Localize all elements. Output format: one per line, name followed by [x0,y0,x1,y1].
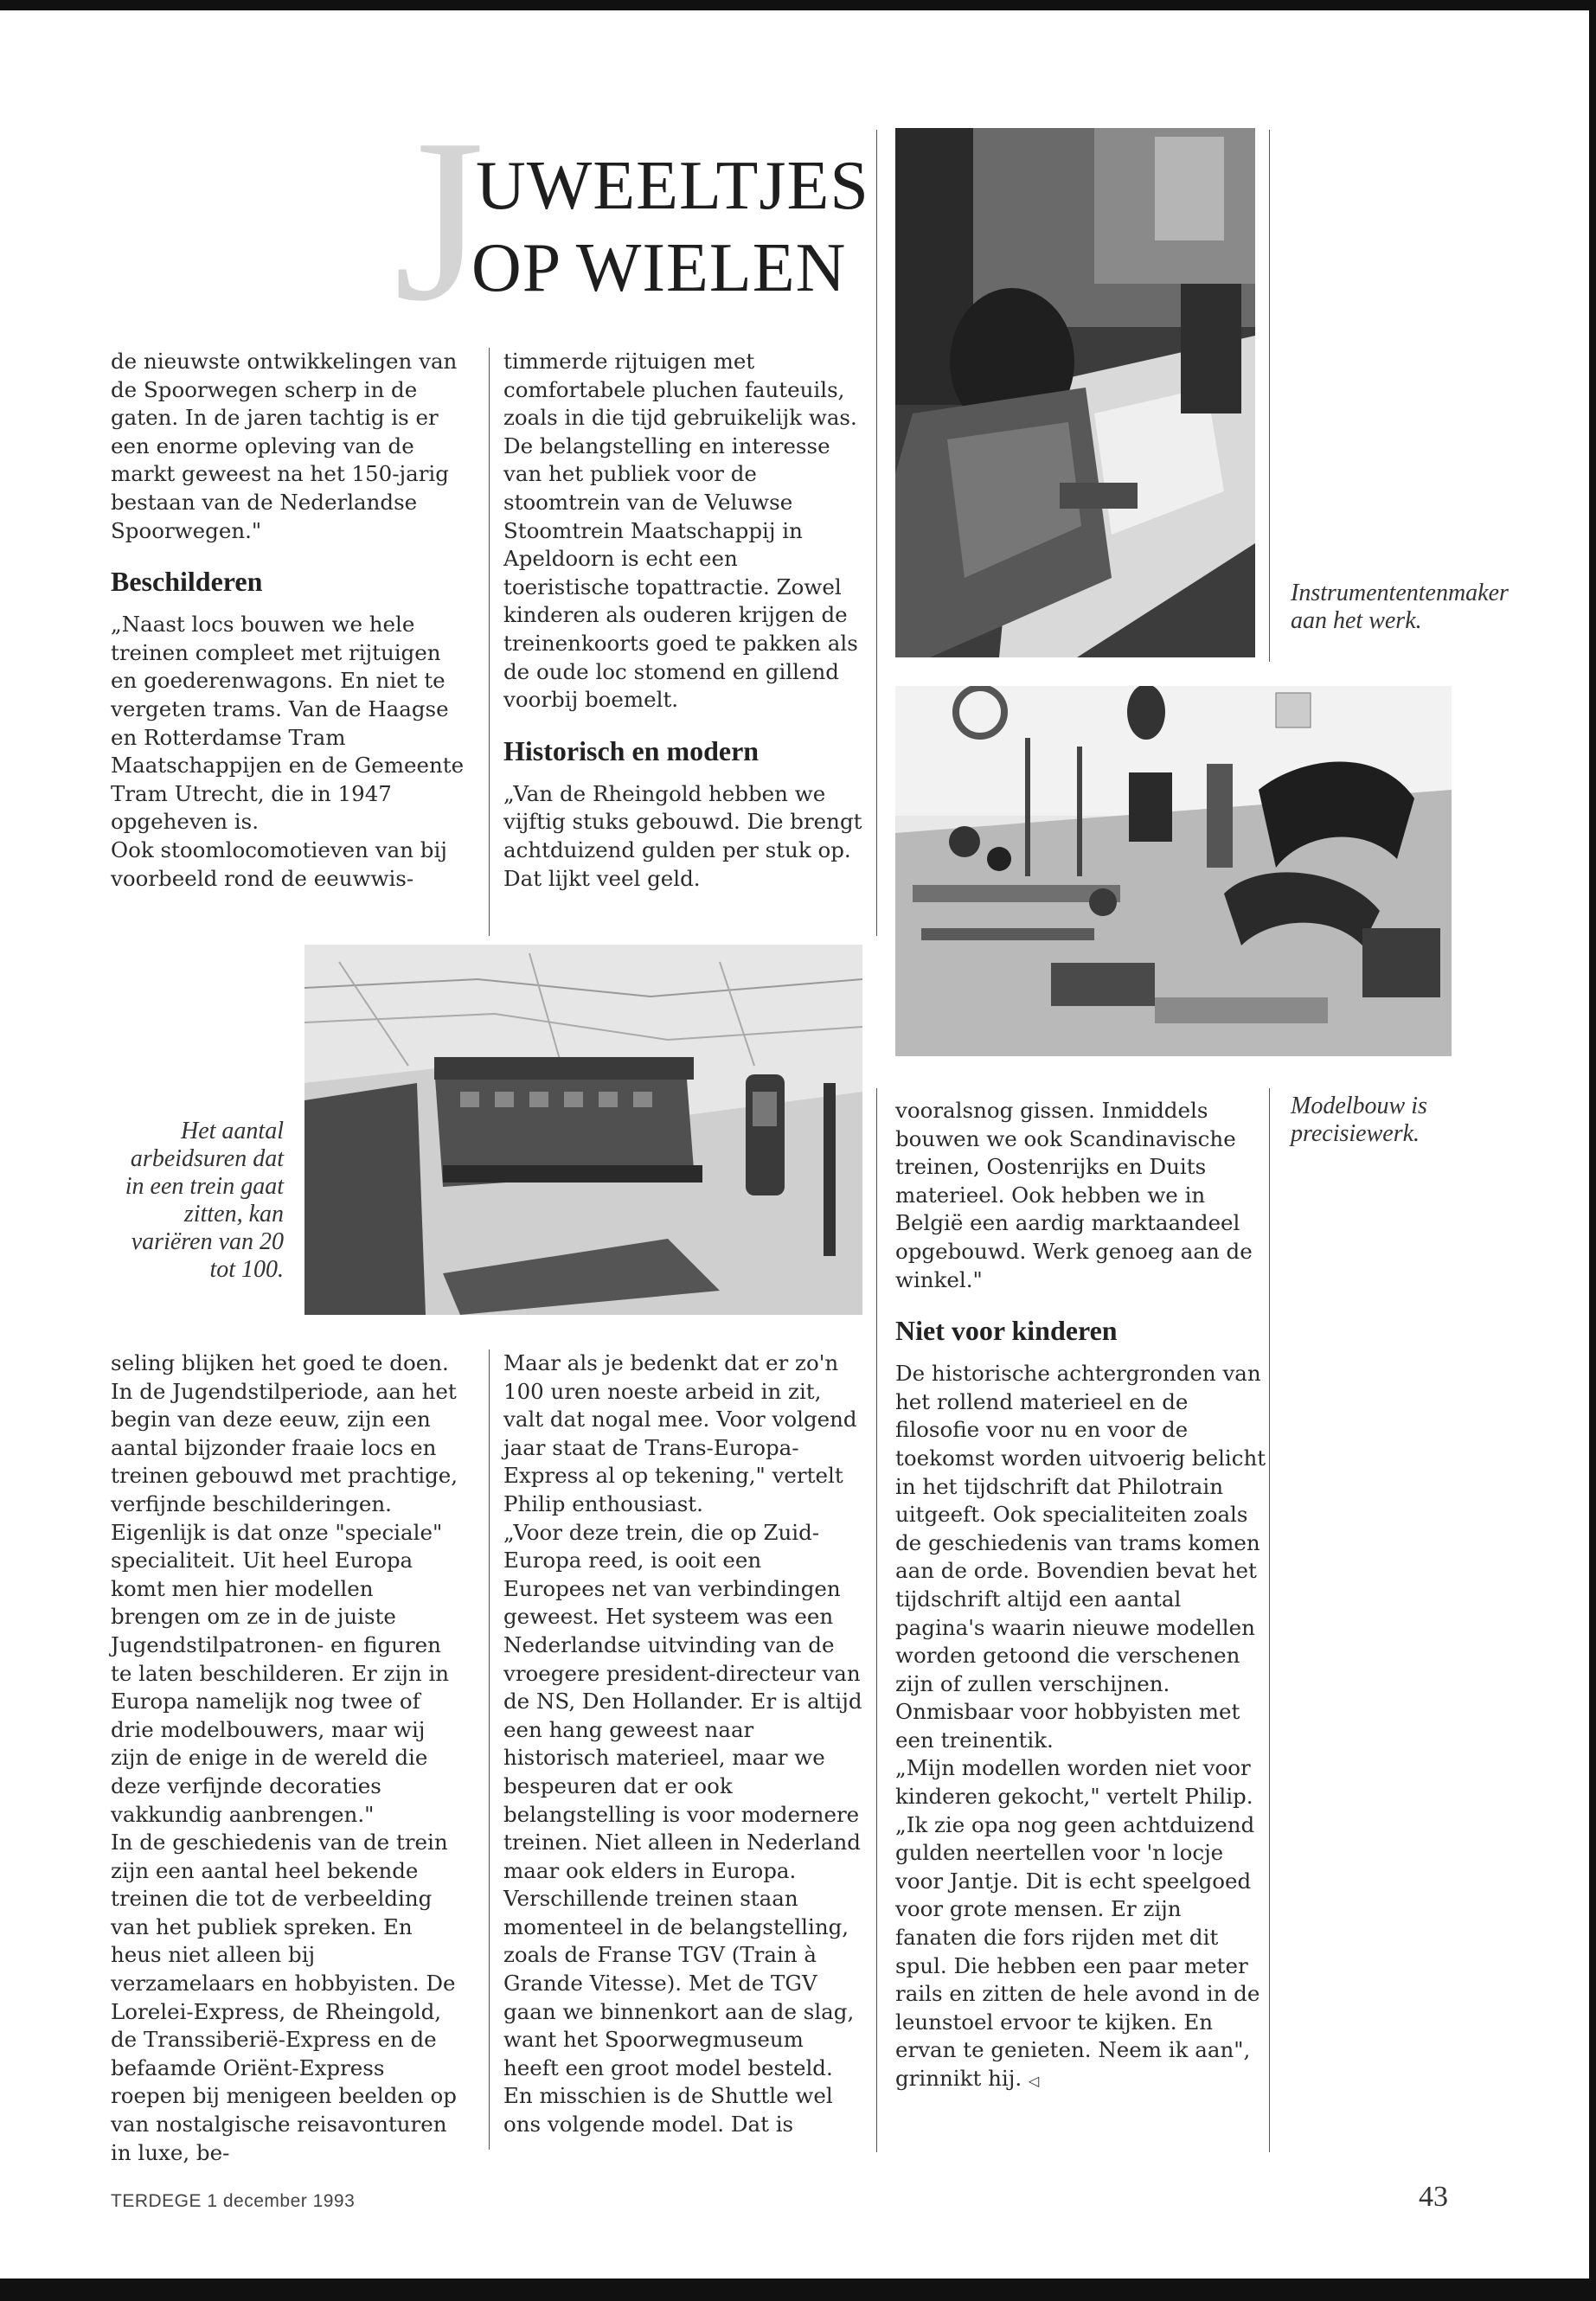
scan-border-top [0,0,1596,10]
publication-footer: TERDEGE 1 december 1993 [111,2191,356,2211]
section-heading: Historisch en modern [503,734,760,766]
paragraph: „Naast locs bouwen we hele treinen compleet met rijtuigen en goederenwagons. En niet te vergeten trams. Van de Haagse en Rotterdamse Tram Maatschappijen en de Gemeente Tram Utrecht, die in 1947 opgeheven is. [111,612,465,835]
margin-rule [1269,1088,1270,2152]
photo-instrument-maker [895,128,1255,657]
photo-workbench [895,686,1452,1056]
paragraph: De historische achtergronden van het rollend materieel en de filosofie voor nu en voor de toekomst worden uitvoerig belicht in het tijdschrift dat Philotrain uitgeeft. Ook specialiteiten zoals de geschiedenis van trams komen aan de orde. Bovendien bevat het tijdschrift altijd een aantal pagina's waarin nieuwe modellen worden getoond die verschenen zijn of zullen verschijnen. Onmisbaar voor hobbyisten met een treinentik. [895,1361,1266,1753]
photo-model-locomotive [304,945,862,1315]
column-rule [876,130,877,936]
paragraph: timmerde rijtuigen met comfortabele pluchen fauteuils, zoals in die tijd gebruikelijk was. De belangstelling en interesse van het publiek voor de stoomtrein van de Veluwse Stoomtrein Maatschappij in Apeldoorn is echt een toeristische topattractie. Zowel kinderen als ouderen krijgen de treinenkoorts goed te pakken als de oude loc stomend en gillend voorbij boemelt. [503,349,858,713]
title-line-2: OP WIELEN [471,230,847,306]
column-right [895,1097,1267,2096]
photo-caption: Instrumententenmaker aan het werk. [1291,580,1509,634]
paragraph: Maar als je bedenkt dat er zo'n 100 uren noeste arbeid in zit, valt dat nogal mee. Voor volgend jaar staat de Trans-Europa-Express al op tekening," vertelt Philip enthousiast. [503,1350,857,1516]
section-heading: Beschilderen [111,566,263,598]
scan-border-right [1589,0,1596,2301]
column-rule [876,1088,877,2152]
margin-rule [1269,130,1270,662]
column-bottom-middle [503,1349,862,2139]
column-rule [489,1349,490,2150]
section-heading: Niet voor kinderen [895,1315,1118,1347]
column-bottom-left [111,1349,465,2167]
page-number: 43 [1419,2181,1448,2213]
paragraph: de nieuwste ontwikkelingen van de Spoorwegen scherp in de gaten. In de jaren tachtig is er een enorme opleving van de markt geweest na het 150-jarig bestaan van de Nederlandse Spoorwegen." [111,349,458,543]
paragraph: vooralsnog gissen. Inmiddels bouwen we ook Scandinavische treinen, Oostenrijks en Duits materieel. Ook hebben we in België een aardig marktaandeel opgebouwd. Werk genoeg aan de winkel." [895,1098,1253,1292]
paragraph: seling blijken het goed te doen. In de Jugendstilperiode, aan het begin van deze eeuw, zijn een aantal bijzonder fraaie locs en treinen gebouwd met prachtige, verfijnde beschilderingen. Eigenlijk is dat onze "speciale" specialiteit. Uit heel Europa komt men hier modellen brengen om ze in de juiste Jugendstilpatronen- en figuren te laten beschilderen. Er zijn in Europa namelijk nog twee of drie modelbouwers, maar wij zijn de enige in de wereld die deze verfijnde decoraties vakkundig aanbrengen." [111,1350,458,1827]
end-of-article-icon: ◁ [1028,2073,1040,2089]
paragraph: In de geschiedenis van de trein zijn een aantal heel bekende treinen die tot de verbeelding van het publiek spreken. En heus niet alleen bij verzamelaars en hobbyisten. De Lorelei-Express, de Rheingold, de Transsiberië-Express en de befaamde Oriënt-Express roepen bij menigeen beelden op van nostalgische reisavonturen in luxe, be- [111,1830,457,2165]
column-top-left [111,348,465,893]
scan-border-bottom [0,2279,1596,2301]
column-rule [489,348,490,936]
photo-caption: Het aantal arbeidsuren dat in een trein gaat zitten, kan variëren van 20 tot 100. [125,1118,284,1283]
title-line-1: UWEELTJES [476,148,869,224]
paragraph: „Van de Rheingold hebben we vijftig stuks gebouwd. Die brengt achtduizend gulden per stuk op. Dat lijkt veel geld. [503,780,862,891]
title-initial: J [394,91,485,349]
paragraph: Ook stoomlocomotieven van bij voorbeeld rond de eeuwwis- [111,836,447,891]
column-top-middle [503,348,862,893]
paragraph: „Voor deze trein, die op Zuid-Europa reed, is ooit een Europees net van verbindingen geweest. Het systeem was een Nederlandse uitvinding van de vroegere president-directeur van de NS, Den Hollander. Er is altijd een hang geweest naar historisch materieel, maar we bespeuren dat er ook belangstelling is voor modernere treinen. Niet alleen in Nederland maar ook elders in Europa. Verschillende treinen staan momenteel in de belangstelling, zoals de Franse TGV (Train à Grande Vitesse). Met de TGV gaan we binnenkort aan de slag, want het Spoorwegmuseum heeft een groot model besteld. En misschien is de Shuttle wel ons volgende model. Dat is [503,1519,862,2138]
paragraph-text: „Mijn modellen worden niet voor kinderen gekocht," vertelt Philip. „Ik zie opa nog geen achtduizend gulden neertellen voor 'n locje voor Jantje. Dit is echt speelgoed voor grote mensen. Er zijn fanaten die fors rijden met dit spul. Die hebben een paar meter rails en zitten de hele avond in de leunstoel ervoor te kijken. En ervan te genieten. Neem ik aan", grinnikt hij. [895,1755,1260,2091]
photo-caption: Modelbouw is precisiewerk. [1291,1093,1427,1147]
paragraph [895,1754,1267,2095]
